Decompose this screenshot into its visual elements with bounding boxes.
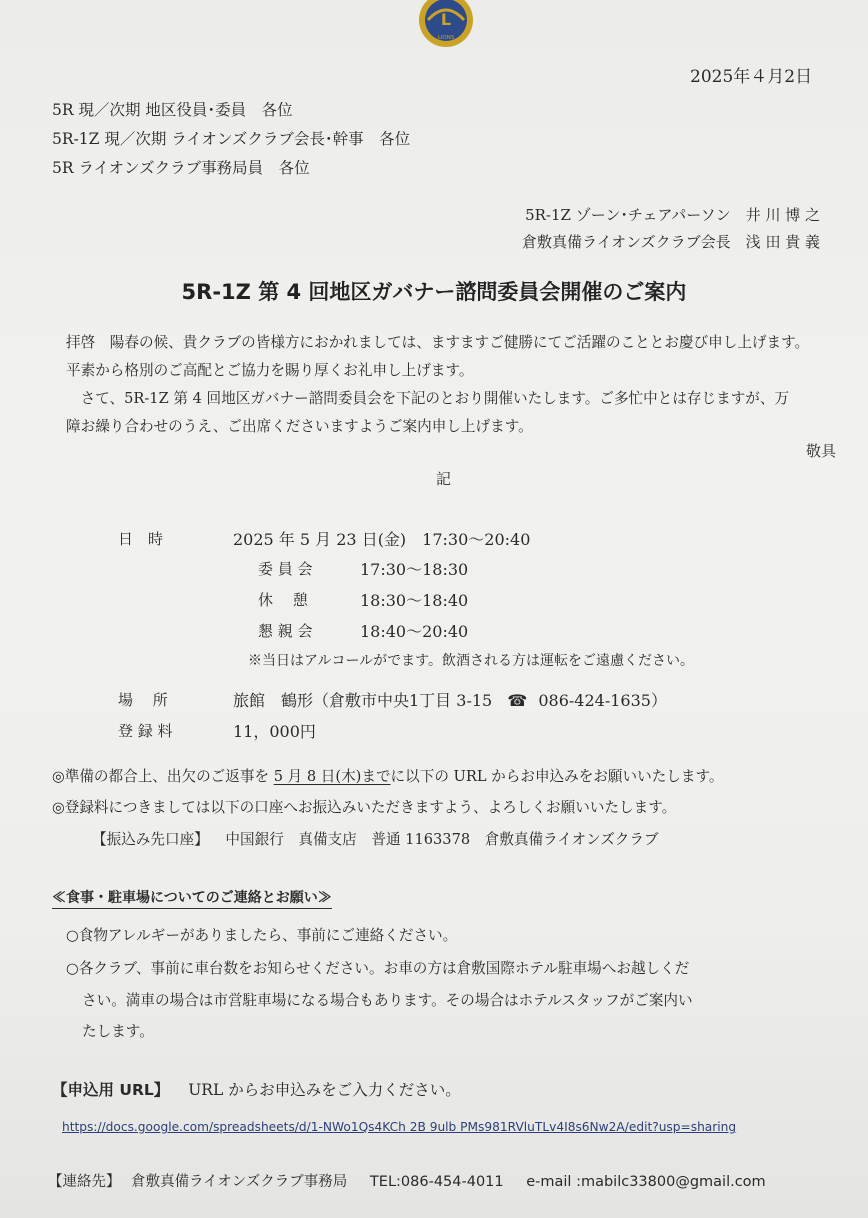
bank-value: 中国銀行 真備支店 普通 1163378 倉敷真備ライオンズクラブ — [225, 831, 659, 848]
contact-tel: TEL:086-454-4011 — [369, 1174, 504, 1190]
recipient-line: 5R ライオンズクラブ事務局員 各位 — [52, 159, 310, 177]
rsvp-deadline: 5 月 8 日(木)まで — [273, 768, 391, 785]
sender-line: 倉敷真備ライオンズクラブ会長 浅 田 貴 義 — [522, 233, 820, 251]
request-item: たします。 — [82, 1023, 154, 1040]
svg-text:L: L — [440, 10, 452, 29]
contact-line — [48, 1170, 766, 1191]
phone-icon: ☎ — [507, 691, 528, 710]
application-label: 【申込用 URL】 — [52, 1081, 170, 1099]
datetime-label: 日 時 — [118, 530, 164, 548]
body-line: 平素から格別のご高配とご協力を賜り厚くお礼申し上げます。 — [66, 362, 474, 379]
bank-line — [92, 828, 659, 849]
lions-club-logo — [418, 0, 474, 48]
schedule-time: 18:40～20:40 — [360, 622, 469, 641]
rsvp-before: ◎準備の都合上、出欠のご返事を — [52, 768, 270, 785]
datetime-value: 2025 年 5 月 23 日(金) 17:30～20:40 — [233, 530, 531, 549]
requests-title: ≪食事・駐車場についてのご連絡とお願い≫ — [52, 887, 332, 909]
document-date: 2025年４月2日 — [690, 67, 813, 87]
schedule-label: 委 員 会 — [258, 560, 313, 578]
schedule-time: 18:30～18:40 — [360, 591, 469, 610]
fee-value: 11，000円 — [233, 722, 316, 741]
rsvp-notice — [52, 765, 724, 786]
schedule-label: 懇 親 会 — [258, 622, 313, 640]
sender-line: 5R-1Z ゾーン･チェアパーソン 井 川 博 之 — [525, 206, 820, 224]
schedule-label: 休 憩 — [258, 591, 308, 609]
contact-email[interactable]: e-mail :mabilc33800@gmail.com — [526, 1174, 766, 1190]
application-text: URL からお申込みをご入力ください。 — [188, 1081, 461, 1099]
logo-text: LIONS — [437, 35, 455, 41]
venue-line — [233, 688, 667, 711]
application-line — [52, 1078, 461, 1100]
body-line: 障お繰り合わせのうえ、ご出席くださいますようご案内申し上げます。 — [66, 418, 533, 435]
request-item: さい。満車の場合は市営駐車場になる場合もあります。その場合はホテルスタッフがご案内い — [82, 992, 693, 1009]
venue-phone: 086-424-1635） — [538, 691, 667, 710]
application-url-link[interactable]: https://docs.google.com/spreadsheets/d/1-NWo1Qs4KCh 2B 9ulb PMs981RVluTLv4I8s6Nw2A/edit?usp=sharing — [62, 1120, 737, 1134]
payment-notice: ◎登録料につきましては以下の口座へお振込みいただきますよう、よろしくお願いいたします。 — [52, 799, 677, 816]
venue-value: 旅館 鶴形（倉敷市中央1丁目 3-15 — [233, 691, 493, 710]
body-line: 拝啓 陽春の候、貴クラブの皆様方におかれましては、ますますご健勝にてご活躍のこととお慶び申し上げます。 — [66, 334, 810, 351]
venue-label: 場 所 — [118, 691, 168, 709]
bank-label: 【振込み先口座】 — [92, 831, 209, 848]
body-line: さて、5R-1Z 第 4 回地区ガバナー諮問委員会を下記のとおり開催いたします。ご多忙中とは存じますが、万 — [66, 390, 790, 407]
fee-label: 登 録 料 — [118, 722, 173, 740]
request-item: ○食物アレルギーがありましたら、事前にご連絡ください。 — [66, 927, 458, 944]
recipient-line: 5R-1Z 現／次期 ライオンズクラブ会長･幹事 各位 — [52, 130, 411, 148]
alcohol-note: ※当日はアルコールがでます。飲酒される方は運転をご遠慮ください。 — [248, 653, 695, 669]
schedule-time: 17:30～18:30 — [360, 560, 469, 579]
closing-word: 敬具 — [806, 442, 837, 460]
ki-heading: 記 — [436, 470, 452, 488]
request-item: ○各クラブ、事前に車台数をお知らせください。お車の方は倉敷国際ホテル駐車場へお越しくだ — [66, 960, 690, 977]
recipient-line: 5R 現／次期 地区役員･委員 各位 — [52, 101, 293, 119]
contact-org: 倉敷真備ライオンズクラブ事務局 — [131, 1174, 348, 1190]
rsvp-after: に以下の URL からお申込みをお願いいたします。 — [390, 768, 724, 785]
contact-label: 【連絡先】 — [48, 1174, 121, 1190]
page-title: 5R-1Z 第 4 回地区ガバナー諮問委員会開催のご案内 — [181, 280, 687, 304]
